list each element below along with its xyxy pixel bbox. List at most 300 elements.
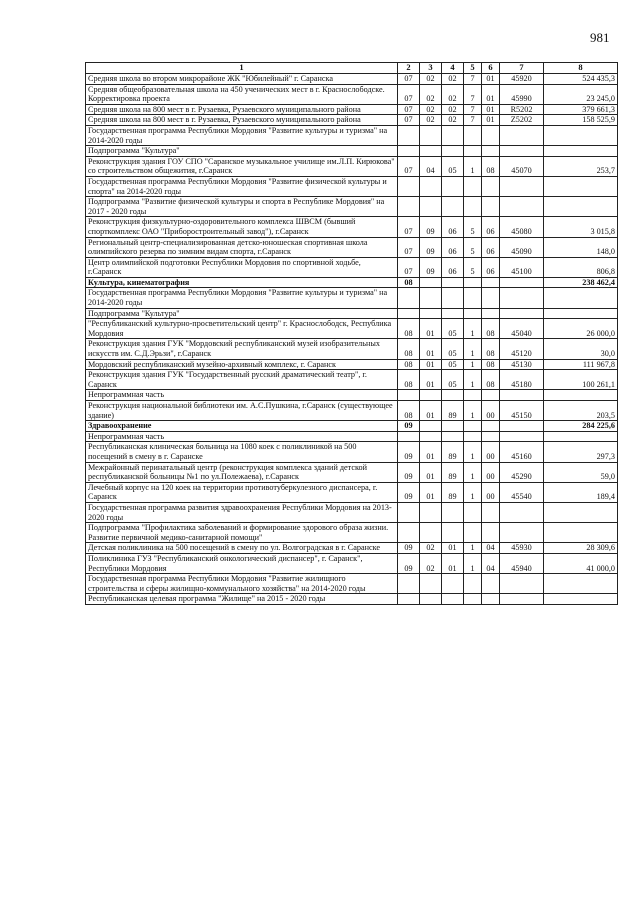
- prog-cell: [442, 197, 464, 217]
- subprog-cell: 1: [464, 319, 482, 339]
- pr-cell: [420, 502, 442, 522]
- dir-cell: [482, 308, 500, 319]
- code-cell: 45940: [500, 553, 544, 573]
- subprog-cell: [464, 574, 482, 594]
- pr-cell: 02: [420, 104, 442, 115]
- table-row: [86, 197, 618, 217]
- name-cell: Непрограммная часть: [86, 390, 398, 401]
- amount-cell: [544, 146, 618, 157]
- pr-cell: [420, 146, 442, 157]
- table-row: [86, 553, 618, 573]
- dir-cell: [482, 502, 500, 522]
- code-cell: [500, 308, 544, 319]
- subprog-cell: [464, 125, 482, 145]
- prog-cell: 89: [442, 442, 464, 462]
- amount-cell: [544, 125, 618, 145]
- prog-cell: 05: [442, 319, 464, 339]
- code-cell: [500, 197, 544, 217]
- col-header-6: 6: [482, 63, 500, 74]
- amount-cell: [544, 308, 618, 319]
- prog-cell: 05: [442, 359, 464, 370]
- table-row: [86, 431, 618, 442]
- rz-cell: [398, 574, 420, 594]
- table-row: [86, 288, 618, 308]
- rz-cell: [398, 523, 420, 543]
- subprog-cell: 1: [464, 370, 482, 390]
- prog-cell: [442, 176, 464, 196]
- dir-cell: 08: [482, 319, 500, 339]
- dir-cell: 08: [482, 359, 500, 370]
- code-cell: Z5202: [500, 115, 544, 126]
- pr-cell: [420, 594, 442, 605]
- dir-cell: 01: [482, 104, 500, 115]
- amount-cell: 379 661,3: [544, 104, 618, 115]
- pr-cell: [420, 390, 442, 401]
- subprog-cell: [464, 594, 482, 605]
- dir-cell: 00: [482, 462, 500, 482]
- pr-cell: 02: [420, 115, 442, 126]
- amount-cell: [544, 197, 618, 217]
- amount-cell: 297,3: [544, 442, 618, 462]
- rz-cell: 07: [398, 156, 420, 176]
- table-row: [86, 319, 618, 339]
- rz-cell: [398, 197, 420, 217]
- dir-cell: [482, 176, 500, 196]
- col-header-2: 2: [398, 63, 420, 74]
- pr-cell: 02: [420, 74, 442, 85]
- amount-cell: 41 000,0: [544, 553, 618, 573]
- table-row: [86, 359, 618, 370]
- amount-cell: [544, 390, 618, 401]
- pr-cell: [420, 523, 442, 543]
- amount-cell: 100 261,1: [544, 370, 618, 390]
- prog-cell: [442, 277, 464, 288]
- code-cell: [500, 431, 544, 442]
- dir-cell: [482, 594, 500, 605]
- subprog-cell: 1: [464, 482, 482, 502]
- prog-cell: 05: [442, 370, 464, 390]
- prog-cell: [442, 431, 464, 442]
- amount-cell: 284 225,6: [544, 421, 618, 432]
- col-header-7: 7: [500, 63, 544, 74]
- rz-cell: 08: [398, 401, 420, 421]
- rz-cell: 07: [398, 217, 420, 237]
- subprog-cell: 1: [464, 156, 482, 176]
- subprog-cell: 7: [464, 84, 482, 104]
- amount-cell: 111 967,8: [544, 359, 618, 370]
- table-row: [86, 339, 618, 359]
- code-cell: [500, 594, 544, 605]
- subprog-cell: 1: [464, 553, 482, 573]
- pr-cell: 01: [420, 359, 442, 370]
- rz-cell: [398, 390, 420, 401]
- prog-cell: 06: [442, 257, 464, 277]
- amount-cell: 30,0: [544, 339, 618, 359]
- table-row: [86, 156, 618, 176]
- amount-cell: 189,4: [544, 482, 618, 502]
- subprog-cell: 7: [464, 104, 482, 115]
- rz-cell: 07: [398, 104, 420, 115]
- table-row: [86, 125, 618, 145]
- name-cell: "Республиканский культурно-просветительский центр" г. Краснослободск, Республика Мордовия: [86, 319, 398, 339]
- code-cell: [500, 277, 544, 288]
- prog-cell: 05: [442, 339, 464, 359]
- name-cell: Межрайонный перинатальный центр (реконструкция комплекса зданий детской республиканской больницы №1 по ул.Полежаева), г.Саранск: [86, 462, 398, 482]
- dir-cell: 01: [482, 74, 500, 85]
- pr-cell: 02: [420, 553, 442, 573]
- name-cell: Республиканская клиническая больница на 1080 коек с поликлиникой на 500 посещений в смену в г. Саранске: [86, 442, 398, 462]
- pr-cell: 01: [420, 339, 442, 359]
- prog-cell: 02: [442, 115, 464, 126]
- subprog-cell: 7: [464, 115, 482, 126]
- subprog-cell: [464, 146, 482, 157]
- name-cell: Непрограммная часть: [86, 431, 398, 442]
- prog-cell: [442, 288, 464, 308]
- subprog-cell: [464, 176, 482, 196]
- rz-cell: 09: [398, 553, 420, 573]
- col-header-4: 4: [442, 63, 464, 74]
- code-cell: 45180: [500, 370, 544, 390]
- amount-cell: 59,0: [544, 462, 618, 482]
- amount-cell: [544, 431, 618, 442]
- rz-cell: [398, 308, 420, 319]
- name-cell: Реконструкция здания ГУК "Мордовский республиканский музей изобразительных искусств им. С.Д.Эрьзи", г.Саранск: [86, 339, 398, 359]
- subprog-cell: [464, 431, 482, 442]
- rz-cell: 07: [398, 115, 420, 126]
- rz-cell: 07: [398, 84, 420, 104]
- prog-cell: [442, 523, 464, 543]
- rz-cell: [398, 288, 420, 308]
- name-cell: Центр олимпийской подготовки Республики Мордовия по спортивной ходьбе, г.Саранск: [86, 257, 398, 277]
- name-cell: Государственная программа Республики Мордовия "Развитие физической культуры и спорта" на 2014-2020 годы: [86, 176, 398, 196]
- prog-cell: [442, 574, 464, 594]
- table-row: [86, 74, 618, 85]
- code-cell: 45070: [500, 156, 544, 176]
- name-cell: Реконструкция здания ГУК "Государственный русский драматический театр", г. Саранск: [86, 370, 398, 390]
- table-row: [86, 217, 618, 237]
- name-cell: Государственная программа Республики Мордовия "Развитие жилищного строительства и сферы жилищно-коммунального хозяйства" на 2014-2020 годы: [86, 574, 398, 594]
- code-cell: [500, 176, 544, 196]
- subprog-cell: [464, 308, 482, 319]
- code-cell: [500, 125, 544, 145]
- pr-cell: 02: [420, 84, 442, 104]
- dir-cell: 00: [482, 482, 500, 502]
- code-cell: 45920: [500, 74, 544, 85]
- subprog-cell: [464, 277, 482, 288]
- table-row: [86, 482, 618, 502]
- amount-cell: 26 000,0: [544, 319, 618, 339]
- pr-cell: [420, 421, 442, 432]
- amount-cell: [544, 523, 618, 543]
- rz-cell: 09: [398, 442, 420, 462]
- subprog-cell: [464, 197, 482, 217]
- subprog-cell: [464, 288, 482, 308]
- table-row: [86, 523, 618, 543]
- dir-cell: [482, 146, 500, 157]
- name-cell: Средняя школа во втором микрорайоне ЖК "Юбилейный" г. Саранска: [86, 74, 398, 85]
- dir-cell: 01: [482, 115, 500, 126]
- dir-cell: [482, 125, 500, 145]
- subprog-cell: 7: [464, 74, 482, 85]
- subprog-cell: [464, 421, 482, 432]
- pr-cell: [420, 197, 442, 217]
- rz-cell: 09: [398, 543, 420, 554]
- pr-cell: [420, 431, 442, 442]
- subprog-cell: 1: [464, 359, 482, 370]
- dir-cell: 04: [482, 543, 500, 554]
- dir-cell: [482, 421, 500, 432]
- dir-cell: 00: [482, 442, 500, 462]
- subprog-cell: 1: [464, 442, 482, 462]
- table-row: [86, 442, 618, 462]
- rz-cell: 08: [398, 359, 420, 370]
- table-row: [86, 574, 618, 594]
- dir-cell: [482, 431, 500, 442]
- table-body: [86, 74, 618, 605]
- pr-cell: 01: [420, 319, 442, 339]
- name-cell: Детская поликлиника на 500 посещений в смену по ул. Волгоградская в г. Саранске: [86, 543, 398, 554]
- prog-cell: 06: [442, 217, 464, 237]
- name-cell: Средняя школа на 800 мест в г. Рузаевка, Рузаевского муниципального района: [86, 104, 398, 115]
- dir-cell: [482, 574, 500, 594]
- pr-cell: 09: [420, 237, 442, 257]
- prog-cell: [442, 308, 464, 319]
- amount-cell: [544, 502, 618, 522]
- subprog-cell: [464, 390, 482, 401]
- rz-cell: [398, 431, 420, 442]
- code-cell: 45990: [500, 84, 544, 104]
- prog-cell: [442, 146, 464, 157]
- name-cell: Культура, кинематография: [86, 277, 398, 288]
- table-row: [86, 401, 618, 421]
- dir-cell: 06: [482, 257, 500, 277]
- name-cell: Лечебный корпус на 120 коек на территории противотуберкулезного диспансера, г. Саранск: [86, 482, 398, 502]
- prog-cell: [442, 502, 464, 522]
- pr-cell: [420, 308, 442, 319]
- subprog-cell: [464, 502, 482, 522]
- subprog-cell: 5: [464, 257, 482, 277]
- code-cell: 45930: [500, 543, 544, 554]
- table-row: [86, 308, 618, 319]
- dir-cell: [482, 277, 500, 288]
- code-cell: [500, 502, 544, 522]
- code-cell: 45160: [500, 442, 544, 462]
- pr-cell: 01: [420, 442, 442, 462]
- table-row: [86, 176, 618, 196]
- col-header-5: 5: [464, 63, 482, 74]
- subprog-cell: [464, 523, 482, 543]
- prog-cell: 06: [442, 237, 464, 257]
- rz-cell: [398, 146, 420, 157]
- amount-cell: 238 462,4: [544, 277, 618, 288]
- pr-cell: 01: [420, 482, 442, 502]
- rz-cell: 08: [398, 370, 420, 390]
- prog-cell: 02: [442, 104, 464, 115]
- amount-cell: 253,7: [544, 156, 618, 176]
- dir-cell: 08: [482, 339, 500, 359]
- rz-cell: 08: [398, 339, 420, 359]
- dir-cell: 06: [482, 237, 500, 257]
- pr-cell: 04: [420, 156, 442, 176]
- name-cell: Средняя общеобразовательная школа на 450 ученических мест в г. Краснослободске. Корректировка проекта: [86, 84, 398, 104]
- header-row: [86, 63, 618, 74]
- code-cell: [500, 288, 544, 308]
- name-cell: Государственная программа развития здравоохранения Республики Мордовия на 2013-2020 годы: [86, 502, 398, 522]
- amount-cell: [544, 574, 618, 594]
- prog-cell: 02: [442, 74, 464, 85]
- code-cell: 45290: [500, 462, 544, 482]
- name-cell: Подпрограмма "Культура": [86, 308, 398, 319]
- table-row: [86, 594, 618, 605]
- pr-cell: [420, 277, 442, 288]
- page-number: 981: [590, 30, 610, 45]
- name-cell: Реконструкция здания ГОУ СПО "Саранское музыкальное училище им.Л.П. Кирюкова" со строительством общежития, г.Саранск: [86, 156, 398, 176]
- prog-cell: [442, 421, 464, 432]
- name-cell: Республиканская целевая программа "Жилище" на 2015 - 2020 годы: [86, 594, 398, 605]
- dir-cell: 08: [482, 156, 500, 176]
- table-row: [86, 543, 618, 554]
- rz-cell: 07: [398, 257, 420, 277]
- prog-cell: 01: [442, 553, 464, 573]
- dir-cell: 06: [482, 217, 500, 237]
- table-row: [86, 257, 618, 277]
- rz-cell: 09: [398, 482, 420, 502]
- prog-cell: 89: [442, 401, 464, 421]
- code-cell: 45080: [500, 217, 544, 237]
- code-cell: 45100: [500, 257, 544, 277]
- name-cell: Мордовский республиканский музейно-архивный комплекс, г. Саранск: [86, 359, 398, 370]
- code-cell: 45120: [500, 339, 544, 359]
- name-cell: Государственная программа Республики Мордовия "Развитие культуры и туризма" на 2014-2020 годы: [86, 125, 398, 145]
- rz-cell: 07: [398, 237, 420, 257]
- code-cell: [500, 390, 544, 401]
- table-row: [86, 104, 618, 115]
- col-header-1: 1: [86, 63, 398, 74]
- prog-cell: 02: [442, 84, 464, 104]
- rz-cell: [398, 502, 420, 522]
- amount-cell: 148,0: [544, 237, 618, 257]
- dir-cell: [482, 197, 500, 217]
- subprog-cell: 1: [464, 543, 482, 554]
- name-cell: Средняя школа на 800 мест в г. Рузаевка, Рузаевского муниципального района: [86, 115, 398, 126]
- rz-cell: [398, 594, 420, 605]
- table-row: [86, 115, 618, 126]
- dir-cell: [482, 288, 500, 308]
- amount-cell: 3 015,8: [544, 217, 618, 237]
- budget-table: [85, 62, 618, 605]
- name-cell: Региональный центр-специализированная детско-юношеская спортивная школа олимпийского резерва по зимним видам спорта, г.Саранск: [86, 237, 398, 257]
- dir-cell: 08: [482, 370, 500, 390]
- pr-cell: 09: [420, 217, 442, 237]
- table-row: [86, 237, 618, 257]
- table-row: [86, 502, 618, 522]
- prog-cell: [442, 594, 464, 605]
- pr-cell: [420, 125, 442, 145]
- pr-cell: [420, 288, 442, 308]
- prog-cell: 01: [442, 543, 464, 554]
- prog-cell: 89: [442, 462, 464, 482]
- subprog-cell: 1: [464, 462, 482, 482]
- table-row: [86, 390, 618, 401]
- dir-cell: 04: [482, 553, 500, 573]
- amount-cell: 203,5: [544, 401, 618, 421]
- amount-cell: [544, 594, 618, 605]
- name-cell: Подпрограмма "Профилактика заболеваний и формирование здорового образа жизни. Развитие первичной медико-санитарной помощи": [86, 523, 398, 543]
- name-cell: Здравоохранение: [86, 421, 398, 432]
- table-row: [86, 84, 618, 104]
- code-cell: 45540: [500, 482, 544, 502]
- prog-cell: 89: [442, 482, 464, 502]
- amount-cell: 28 309,6: [544, 543, 618, 554]
- subprog-cell: 1: [464, 401, 482, 421]
- table-row: [86, 421, 618, 432]
- rz-cell: [398, 176, 420, 196]
- rz-cell: 08: [398, 277, 420, 288]
- rz-cell: 08: [398, 319, 420, 339]
- code-cell: [500, 146, 544, 157]
- table-row: [86, 462, 618, 482]
- prog-cell: 05: [442, 156, 464, 176]
- prog-cell: [442, 390, 464, 401]
- col-header-8: 8: [544, 63, 618, 74]
- amount-cell: 23 245,0: [544, 84, 618, 104]
- dir-cell: 01: [482, 84, 500, 104]
- dir-cell: [482, 523, 500, 543]
- code-cell: [500, 523, 544, 543]
- subprog-cell: 5: [464, 237, 482, 257]
- amount-cell: 806,8: [544, 257, 618, 277]
- amount-cell: 158 525,9: [544, 115, 618, 126]
- rz-cell: 09: [398, 462, 420, 482]
- prog-cell: [442, 125, 464, 145]
- subprog-cell: 5: [464, 217, 482, 237]
- code-cell: 45090: [500, 237, 544, 257]
- col-header-3: 3: [420, 63, 442, 74]
- rz-cell: [398, 125, 420, 145]
- table-row: [86, 146, 618, 157]
- dir-cell: 00: [482, 401, 500, 421]
- code-cell: [500, 574, 544, 594]
- pr-cell: 01: [420, 370, 442, 390]
- code-cell: 45130: [500, 359, 544, 370]
- table-row: [86, 370, 618, 390]
- pr-cell: [420, 176, 442, 196]
- code-cell: 45150: [500, 401, 544, 421]
- code-cell: [500, 421, 544, 432]
- name-cell: Подпрограмма "Развитие физической культуры и спорта в Республике Мордовия" на 2017 - 2020 годы: [86, 197, 398, 217]
- name-cell: Государственная программа Республики Мордовия "Развитие культуры и туризма" на 2014-2020 годы: [86, 288, 398, 308]
- pr-cell: [420, 574, 442, 594]
- name-cell: Поликлиника ГУЗ "Республиканский онкологический диспансер", г. Саранск", Республики Мордовия: [86, 553, 398, 573]
- name-cell: Подпрограмма "Культура": [86, 146, 398, 157]
- pr-cell: 01: [420, 462, 442, 482]
- dir-cell: [482, 390, 500, 401]
- pr-cell: 01: [420, 401, 442, 421]
- code-cell: 45040: [500, 319, 544, 339]
- rz-cell: 07: [398, 74, 420, 85]
- pr-cell: 09: [420, 257, 442, 277]
- amount-cell: [544, 288, 618, 308]
- name-cell: Реконструкция физкультурно-оздоровительного комплекса ШВСМ (бывший спорткомплекс ОАО "Приборостроительный завод"), г.Саранск: [86, 217, 398, 237]
- amount-cell: [544, 176, 618, 196]
- code-cell: R5202: [500, 104, 544, 115]
- table-row: [86, 277, 618, 288]
- pr-cell: 02: [420, 543, 442, 554]
- amount-cell: 524 435,3: [544, 74, 618, 85]
- rz-cell: 09: [398, 421, 420, 432]
- name-cell: Реконструкция национальной библиотеки им. А.С.Пушкина, г.Саранск (существующее здание): [86, 401, 398, 421]
- subprog-cell: 1: [464, 339, 482, 359]
